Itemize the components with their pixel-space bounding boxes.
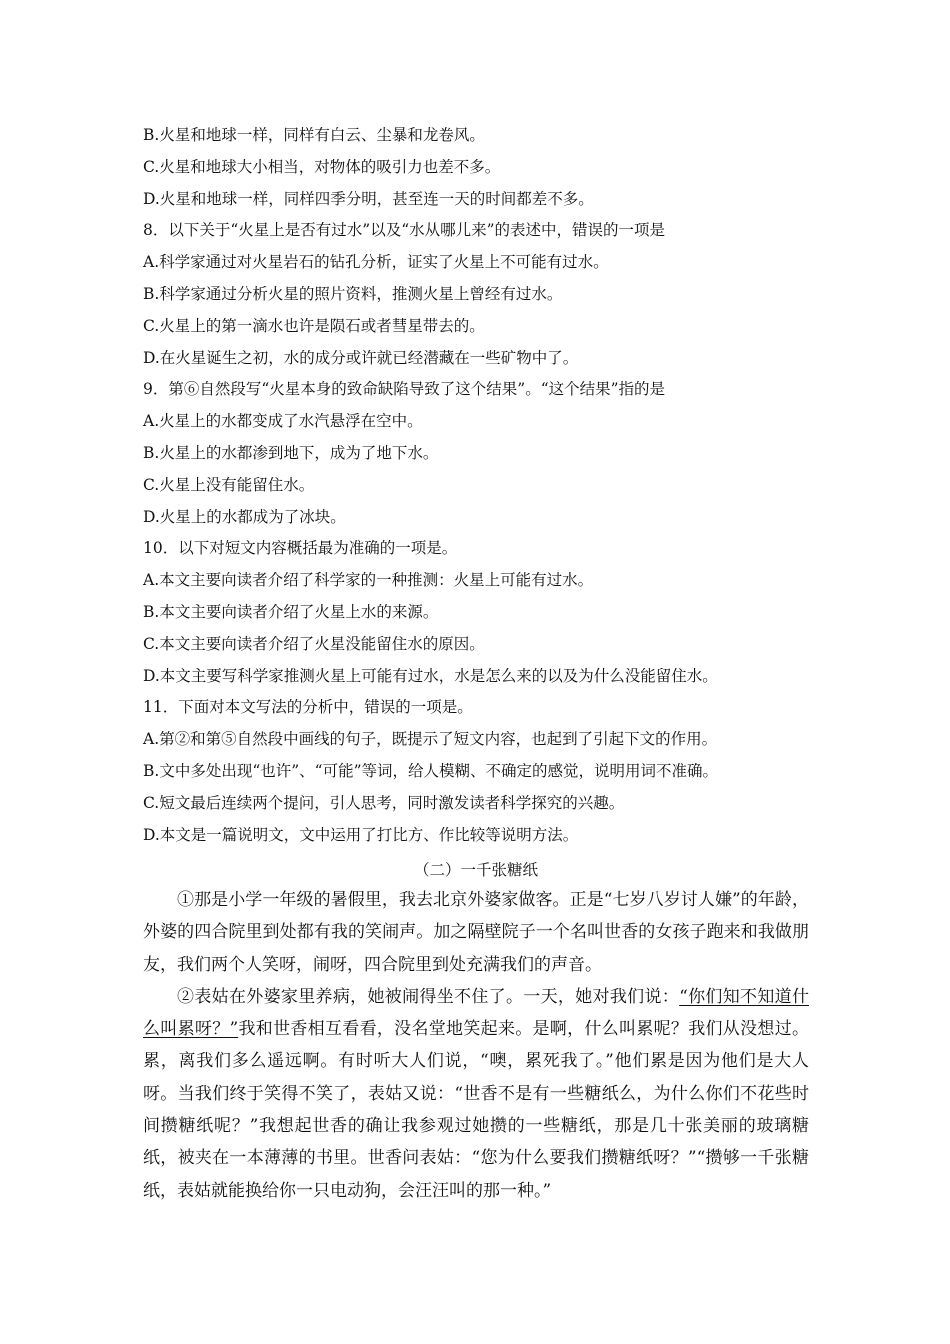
question-line: 11．下面对本文写法的分析中，错误的一项是。 [143,698,473,717]
question-line: D.火星和地球一样，同样四季分明，甚至连一天的时间都差不多。 [143,189,594,208]
question-line: A.本文主要向读者介绍了科学家的一种推测：火星上可能有过水。 [143,571,594,590]
section-title: （二）一千张糖纸 [413,861,538,879]
question-line: A.科学家通过对火星岩石的钻孔分析，证实了火星上不可能有过水。 [143,253,609,272]
question-line: D.在火星诞生之初，水的成分或许就已经潜藏在一些矿物中了。 [143,348,579,367]
question-line: 10．以下对短文内容概括最为准确的一项是。 [143,539,458,558]
question-line: B.文中多处出现“也许”、“可能”等词，给人模糊、不确定的感觉，说明用词不准确。 [143,761,719,780]
question-line: B.火星和地球一样，同样有白云、尘暴和龙卷风。 [143,126,485,144]
question-line: C.短文最后连续两个提问，引人思考，同时激发读者科学探究的兴趣。 [143,793,625,812]
article-paragraph-1: ①那是小学一年级的暑假里，我去北京外婆家做客。正是“七岁八岁讨人嫌”的年龄，外婆的四合院里到处都有我的笑闹声。加之隔壁院子一个名叫世香的女孩子跑来和我做朋友，我们两个人笑呀，闹呀，四合院里到处充满我们的声音。 [143,890,809,975]
question-line: 8．以下关于“火星上是否有过水”以及“水从哪儿来”的表述中，错误的一项是 [143,221,666,240]
question-line: D.本文是一篇说明文，文中运用了打比方、作比较等说明方法。 [143,825,579,844]
question-line: B.本文主要向读者介绍了火星上水的来源。 [143,602,439,621]
question-line: A.第②和第⑤自然段中画线的句子，既提示了短文内容，也起到了引起下文的作用。 [143,730,718,749]
question-line: D.本文主要写科学家推测火星上可能有过水，水是怎么来的以及为什么没能留住水。 [143,666,718,685]
article-paragraph-2 [143,981,809,1207]
question-line: A.火星上的水都变成了水汽悬浮在空中。 [143,412,423,431]
question-line: C.火星上没有能留住水。 [143,475,315,494]
question-line: C.火星和地球大小相当，对物体的吸引力也差不多。 [143,157,501,176]
question-line: C.本文主要向读者介绍了火星没能留住水的原因。 [143,634,485,653]
question-line: C.火星上的第一滴水也许是陨石或者彗星带去的。 [143,316,485,335]
question-line: B.火星上的水都渗到地下，成为了地下水。 [143,443,439,462]
question-line: 9．第⑥自然段写“火星本身的致命缺陷导致了这个结果”。“这个结果”指的是 [143,380,666,399]
article-body [143,884,809,1207]
paragraph-2-rest: 我和世香相互看看，没名堂地笑起来。是啊，什么叫累呢？我们从没想过。累，离我们多么遥远啊。有时听大人们说，“噢，累死我了。”他们累是因为他们是大人呀。当我们终于笑得不笑了，表姑又说：“世香不是有一些糖纸么，为什么你们不花些时间攒糖纸呢？”我想起世香的确让我参观过她攒的一些糖纸，那是几十张美丽的玻璃糖纸，被夹在一本薄薄的书里。世香问表姑：“您为什么要我们攒糖纸呀？”“攒够一千张糖纸，表姑就能换给你一只电动狗，会汪汪叫的那一种。” [143,1019,809,1201]
question-line: D.火星上的水都成为了冰块。 [143,507,346,526]
question-list [143,120,823,851]
question-line: B.科学家通过分析火星的照片资料，推测火星上曾经有过水。 [143,284,563,303]
underlined-sentence: “你们知不知道什么叫累呀？” [143,986,809,1040]
paragraph-2-intro: ②表姑在外婆家里养病，她被闹得坐不住了。一天，她对我们说： [177,986,680,1007]
